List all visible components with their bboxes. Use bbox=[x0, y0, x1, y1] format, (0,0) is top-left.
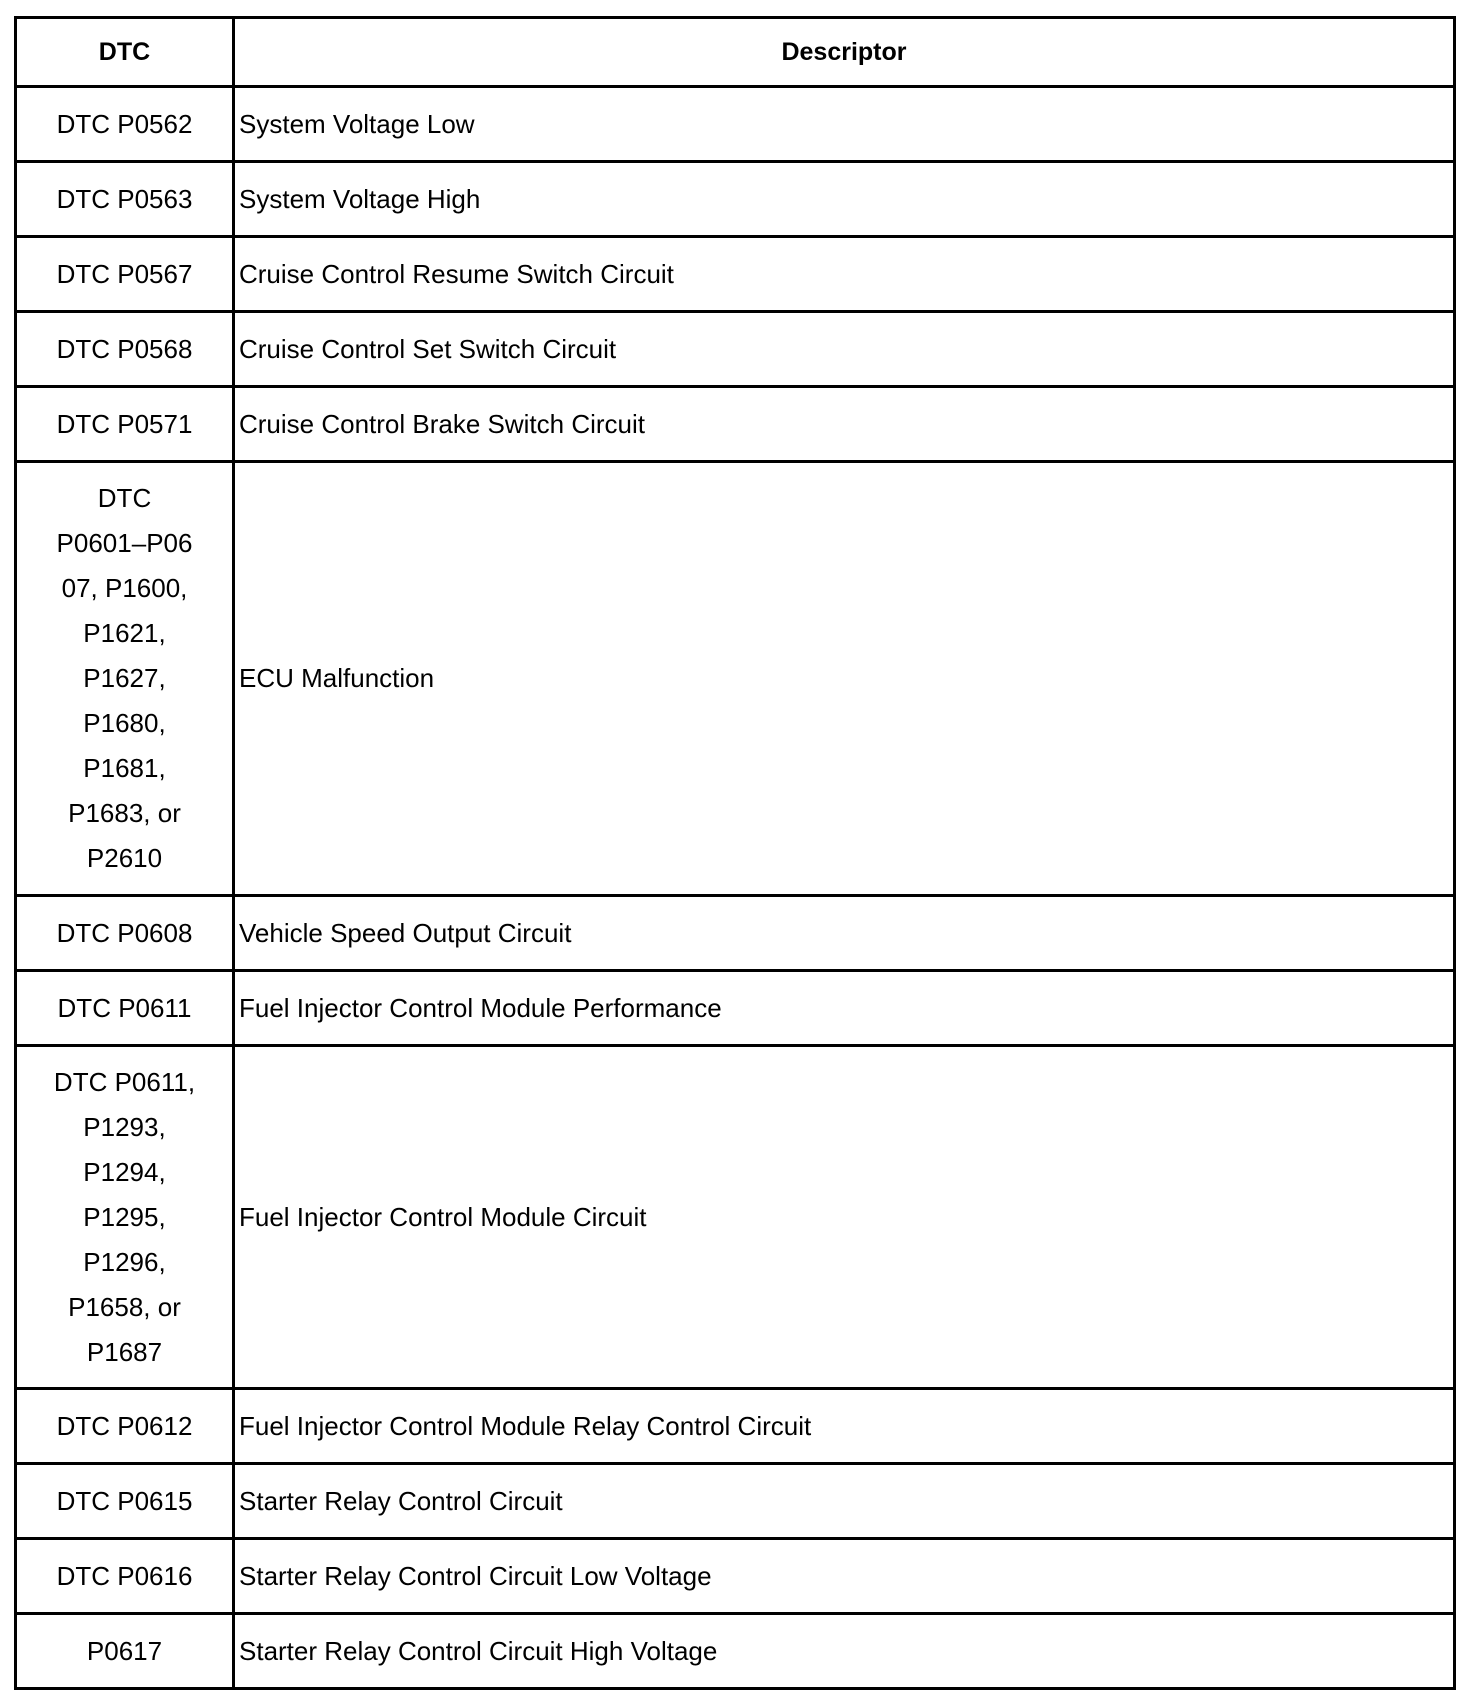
descriptor-cell: Starter Relay Control Circuit bbox=[234, 1464, 1455, 1539]
table-row bbox=[16, 387, 1455, 462]
dtc-code-cell: DTC P0562 bbox=[16, 87, 234, 162]
descriptor-cell: System Voltage High bbox=[234, 162, 1455, 237]
descriptor-cell: Starter Relay Control Circuit Low Voltage bbox=[234, 1539, 1455, 1614]
descriptor-cell: ECU Malfunction bbox=[234, 462, 1455, 896]
descriptor-cell: Fuel Injector Control Module Circuit bbox=[234, 1046, 1455, 1389]
dtc-code-line: 07, P1600, bbox=[61, 573, 188, 603]
dtc-code-cell: DTC P0568 bbox=[16, 312, 234, 387]
dtc-code-cell: DTC P0612 bbox=[16, 1389, 234, 1464]
descriptor-cell: Cruise Control Resume Switch Circuit bbox=[234, 237, 1455, 312]
header-dtc: DTC bbox=[16, 18, 234, 87]
table-row bbox=[16, 1614, 1455, 1689]
table-row bbox=[16, 162, 1455, 237]
dtc-code-line: DTC bbox=[97, 483, 152, 513]
dtc-code-line: P1658, or bbox=[68, 1291, 181, 1322]
dtc-code-line: P1295, bbox=[83, 1201, 166, 1232]
table-row bbox=[16, 1539, 1455, 1614]
table-row bbox=[16, 1389, 1455, 1464]
dtc-code-line: P1621, bbox=[83, 618, 166, 648]
dtc-code-cell: DTC P0616 bbox=[16, 1539, 234, 1614]
dtc-table bbox=[14, 16, 1456, 1690]
dtc-code-line: DTC P0611, bbox=[53, 1066, 196, 1097]
dtc-code-line: P1687 bbox=[86, 1336, 163, 1367]
descriptor-cell: Starter Relay Control Circuit High Voltage bbox=[234, 1614, 1455, 1689]
descriptor-cell: System Voltage Low bbox=[234, 87, 1455, 162]
dtc-code-line: P1683, or bbox=[68, 798, 181, 828]
descriptor-cell: Fuel Injector Control Module Performance bbox=[234, 971, 1455, 1046]
dtc-code-line: P2610 bbox=[86, 843, 163, 873]
table-row bbox=[16, 896, 1455, 971]
dtc-code-cell: DTC P0608 bbox=[16, 896, 234, 971]
dtc-code-cell: DTC P0563 bbox=[16, 162, 234, 237]
dtc-code-line: P1681, bbox=[83, 753, 166, 783]
dtc-code-cell: DTC P0615 bbox=[16, 1464, 234, 1539]
table-row bbox=[16, 312, 1455, 387]
table-header-row bbox=[16, 18, 1455, 87]
dtc-code-line: P1294, bbox=[83, 1156, 166, 1187]
table-row bbox=[16, 237, 1455, 312]
table-row bbox=[16, 971, 1455, 1046]
table-row bbox=[16, 1046, 1455, 1389]
table-row bbox=[16, 462, 1455, 896]
dtc-code-cell: DTC P0567 bbox=[16, 237, 234, 312]
dtc-code-cell: DTC P0611 bbox=[16, 971, 234, 1046]
dtc-code-line: P1627, bbox=[83, 663, 166, 693]
dtc-code-cell: P0617 bbox=[16, 1614, 234, 1689]
dtc-code-line: P1293, bbox=[83, 1111, 166, 1142]
dtc-code-cell bbox=[16, 462, 234, 896]
dtc-code-line: P1296, bbox=[83, 1246, 166, 1277]
dtc-code-cell bbox=[16, 1046, 234, 1389]
dtc-code-line: P0601–P06 bbox=[56, 528, 193, 558]
header-descriptor: Descriptor bbox=[234, 18, 1455, 87]
descriptor-cell: Fuel Injector Control Module Relay Control Circuit bbox=[234, 1389, 1455, 1464]
dtc-code-cell: DTC P0571 bbox=[16, 387, 234, 462]
descriptor-cell: Vehicle Speed Output Circuit bbox=[234, 896, 1455, 971]
dtc-code-line: P1680, bbox=[83, 708, 166, 738]
descriptor-cell: Cruise Control Brake Switch Circuit bbox=[234, 387, 1455, 462]
table-row bbox=[16, 87, 1455, 162]
table-row bbox=[16, 1464, 1455, 1539]
descriptor-cell: Cruise Control Set Switch Circuit bbox=[234, 312, 1455, 387]
